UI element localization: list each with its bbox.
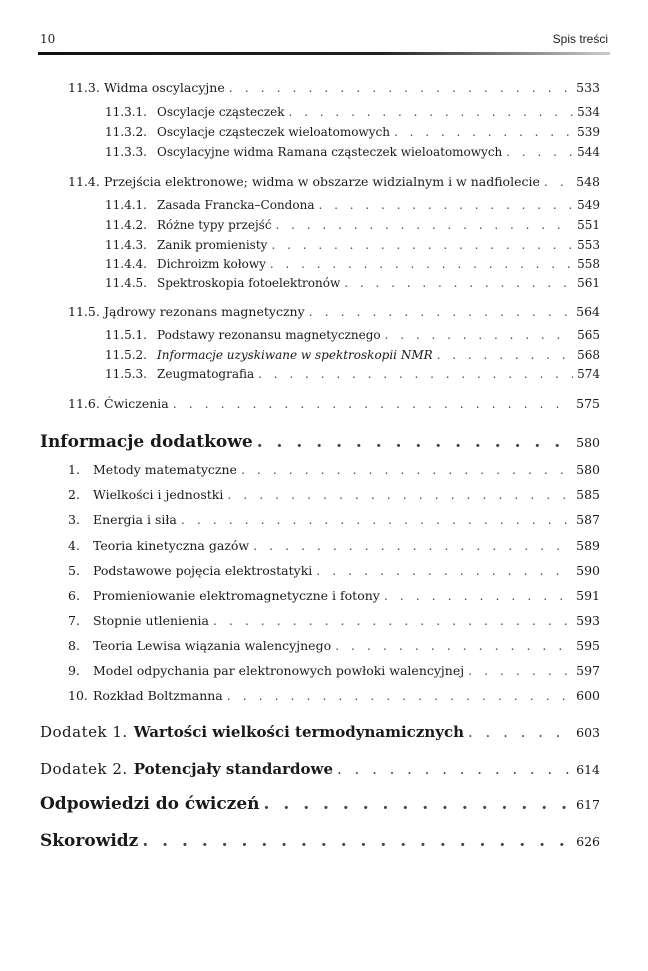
entry-title: Spektroskopia fotoelektronów (157, 276, 341, 290)
entry-page: 591 (576, 588, 600, 603)
entry-page: 539 (577, 125, 600, 139)
entry-title: Jądrowy rezonans magnetyczny (104, 304, 305, 319)
entry-title: Oscylacje cząsteczek (157, 105, 285, 119)
toc-entry-11-4-2[interactable] (105, 218, 600, 232)
entry-page: 564 (576, 304, 600, 319)
dot-leader (276, 218, 574, 232)
entry-number: 7. (68, 613, 80, 628)
dot-leader (213, 613, 572, 628)
toc-dodatek-1[interactable] (40, 723, 600, 741)
entry-title: Wielkości i jednostki (93, 487, 224, 502)
entry-page: 533 (576, 80, 600, 95)
chapter-page: 626 (576, 834, 600, 849)
dot-leader (227, 688, 572, 703)
dot-leader (142, 831, 572, 851)
dot-leader (270, 257, 573, 271)
entry-title: Ćwiczenia (104, 396, 169, 411)
dot-leader (181, 512, 572, 527)
entry-title: Zeugmatografia (157, 367, 255, 381)
entry-title: Rozkład Boltzmanna (93, 688, 223, 703)
entry-title: Oscylacje cząsteczek wieloatomowych (157, 125, 390, 139)
header-rule (38, 52, 610, 55)
entry-title: Podstawy rezonansu magnetycznego (157, 328, 381, 342)
entry-page: 553 (577, 238, 600, 252)
entry-page: 534 (577, 105, 600, 119)
entry-page: 575 (576, 396, 600, 411)
entry-page: 561 (577, 276, 600, 290)
dot-leader (468, 663, 572, 678)
running-head: Spis treści (552, 32, 608, 46)
entry-page: 551 (577, 218, 600, 232)
entry-title: Energia i siła (93, 512, 177, 527)
toc-entry-11-3[interactable] (68, 80, 600, 95)
dot-leader (229, 80, 572, 95)
entry-page: 558 (577, 257, 600, 271)
entry-title: Informacje uzyskiwane w spektroskopii NMR (157, 348, 433, 362)
toc-appendix-9[interactable] (68, 663, 600, 678)
dot-leader (253, 538, 572, 553)
dot-leader (241, 462, 572, 477)
dot-leader (337, 760, 572, 778)
entry-number: 10. (68, 688, 88, 703)
toc-appendix-8[interactable] (68, 638, 600, 653)
entry-title: Zanik promienisty (157, 238, 268, 252)
toc-entry-11-4-3[interactable] (105, 238, 600, 252)
toc-entry-11-6[interactable] (68, 396, 600, 411)
toc-appendix-3[interactable] (68, 512, 600, 527)
toc-entry-11-5-3[interactable] (105, 367, 600, 381)
dot-leader (506, 145, 573, 159)
dot-leader (309, 304, 572, 319)
entry-title: Dichroizm kołowy (157, 257, 266, 271)
chapter-page: 580 (576, 435, 600, 450)
chapter-title: Odpowiedzi do ćwiczeń (40, 794, 260, 814)
entry-page: 600 (576, 688, 600, 703)
chapter-title: Skorowidz (40, 831, 139, 851)
dot-leader (394, 125, 573, 139)
dot-leader (385, 328, 573, 342)
entry-number: 11.4.2. (105, 218, 147, 232)
toc-entry-11-4-4[interactable] (105, 257, 600, 271)
entry-page: 544 (577, 145, 600, 159)
entry-number: 11.6. (68, 396, 100, 411)
entry-number: 5. (68, 563, 80, 578)
entry-title: Zasada Francka–Condona (157, 198, 315, 212)
toc-appendix-6[interactable] (68, 588, 600, 603)
entry-page: 589 (576, 538, 600, 553)
toc-entry-11-4[interactable] (68, 174, 600, 189)
chapter-page: 617 (576, 797, 600, 812)
entry-title: Promieniowanie elektromagnetyczne i fotony (93, 588, 380, 603)
entry-number: 11.3.1. (105, 105, 147, 119)
dot-leader (468, 723, 572, 741)
entry-number: 11.3. (68, 80, 100, 95)
entry-title: Stopnie utlenienia (93, 613, 209, 628)
toc-appendix-1[interactable] (68, 462, 600, 477)
entry-page: 587 (576, 512, 600, 527)
toc-entry-11-3-2[interactable] (105, 125, 600, 139)
entry-title: Podstawowe pojęcia elektrostatyki (93, 563, 313, 578)
toc-dodatek-2[interactable] (40, 760, 600, 778)
dot-leader (544, 174, 572, 189)
dot-leader (384, 588, 572, 603)
toc-entry-11-5[interactable] (68, 304, 600, 319)
toc-entry-11-4-5[interactable] (105, 276, 600, 290)
entry-title: Oscylacyjne widma Ramana cząsteczek wieloatomowych (157, 145, 503, 159)
entry-number: 11.4.1. (105, 198, 147, 212)
entry-number: 1. (68, 462, 80, 477)
toc-entry-11-3-3[interactable] (105, 145, 600, 159)
toc-appendix-10[interactable] (68, 688, 600, 703)
dot-leader (437, 348, 573, 362)
dot-leader (264, 794, 573, 814)
entry-page: 585 (576, 487, 600, 502)
entry-page: 580 (576, 462, 600, 477)
entry-number: 11.4.5. (105, 276, 147, 290)
dodatek-title: Potencjały standardowe (133, 760, 333, 778)
entry-page: 597 (576, 663, 600, 678)
entry-title: Teoria Lewisa wiązania walencyjnego (93, 638, 332, 653)
dodatek-label: Dodatek 2. (40, 760, 128, 778)
toc-entry-11-5-2[interactable] (105, 348, 600, 362)
entry-page: 549 (577, 198, 600, 212)
entry-title: Widma oscylacyjne (104, 80, 225, 95)
chapter-title: Informacje dodatkowe (40, 432, 253, 452)
entry-number: 11.5.1. (105, 328, 147, 342)
entry-title: Metody matematyczne (93, 462, 237, 477)
entry-number: 11.5.3. (105, 367, 147, 381)
toc-appendix-4[interactable] (68, 538, 600, 553)
dot-leader (289, 105, 574, 119)
toc-entry-11-5-1[interactable] (105, 328, 600, 342)
entry-number: 4. (68, 538, 80, 553)
toc-entry-11-3-1[interactable] (105, 105, 600, 119)
dot-leader (227, 487, 572, 502)
dot-leader (344, 276, 573, 290)
toc-chapter-odpowiedzi[interactable] (40, 794, 600, 814)
dot-leader (173, 396, 572, 411)
dodatek-title: Wartości wielkości termodynamicznych (133, 723, 464, 741)
toc-chapter-informacje-dodatkowe[interactable] (40, 432, 600, 452)
dot-leader (258, 367, 573, 381)
entry-page: 595 (576, 638, 600, 653)
entry-number: 11.3.3. (105, 145, 147, 159)
toc-appendix-7[interactable] (68, 613, 600, 628)
dot-leader (271, 238, 573, 252)
toc-chapter-skorowidz[interactable] (40, 831, 600, 851)
entry-page: 574 (577, 367, 600, 381)
dodatek-page: 614 (576, 762, 600, 777)
entry-title: Różne typy przejść (157, 218, 272, 232)
dodatek-label: Dodatek 1. (40, 723, 128, 741)
entry-page: 593 (576, 613, 600, 628)
entry-page: 548 (576, 174, 600, 189)
entry-number: 2. (68, 487, 80, 502)
entry-page: 590 (576, 563, 600, 578)
entry-number: 11.5.2. (105, 348, 147, 362)
entry-title: Przejścia elektronowe; widma w obszarze widzialnym i w nadfiolecie (104, 174, 540, 189)
page-number: 10 (40, 32, 56, 46)
dot-leader (257, 432, 572, 452)
dot-leader (335, 638, 572, 653)
entry-number: 11.3.2. (105, 125, 147, 139)
dodatek-page: 603 (576, 725, 600, 740)
entry-number: 6. (68, 588, 80, 603)
entry-title: Model odpychania par elektronowych powłoki walencyjnej (93, 663, 465, 678)
dot-leader (318, 198, 573, 212)
entry-page: 565 (577, 328, 600, 342)
entry-page: 568 (577, 348, 600, 362)
toc-appendix-2[interactable] (68, 487, 600, 502)
entry-title: Teoria kinetyczna gazów (93, 538, 250, 553)
entry-number: 11.5. (68, 304, 100, 319)
entry-number: 11.4.3. (105, 238, 147, 252)
entry-number: 8. (68, 638, 80, 653)
entry-number: 11.4. (68, 174, 100, 189)
toc-entry-11-4-1[interactable] (105, 198, 600, 212)
dot-leader (316, 563, 572, 578)
entry-number: 11.4.4. (105, 257, 147, 271)
entry-number: 3. (68, 512, 80, 527)
toc-appendix-5[interactable] (68, 563, 600, 578)
entry-number: 9. (68, 663, 80, 678)
